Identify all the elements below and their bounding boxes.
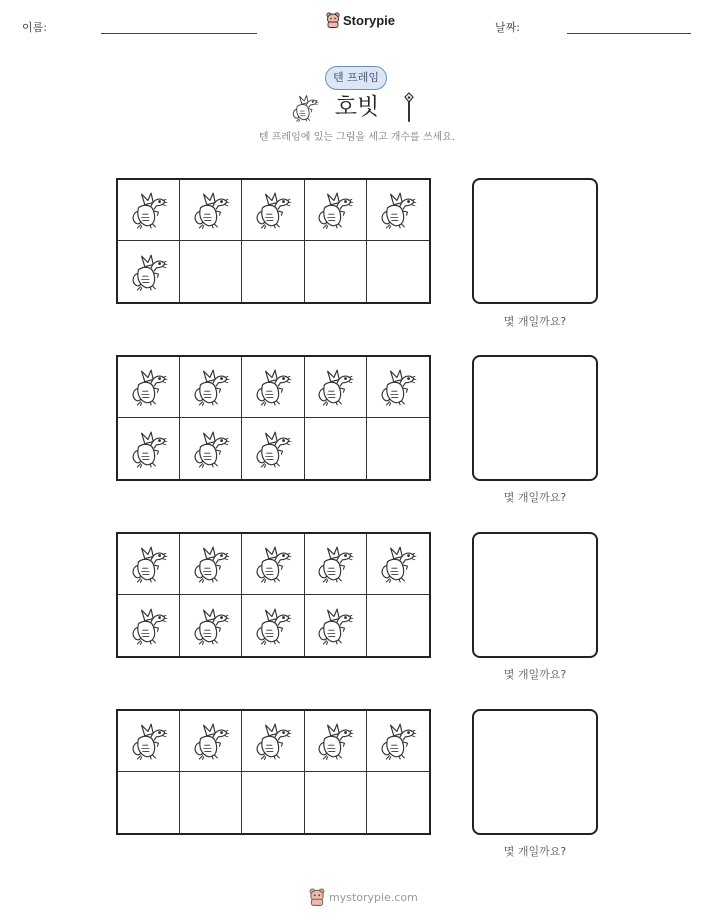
dragon-icon	[189, 607, 233, 645]
dragon-icon	[189, 191, 233, 229]
ten-frame-cell	[367, 180, 429, 241]
dragon-icon	[127, 545, 171, 583]
question-text-1: 몇 개일까요?	[503, 315, 567, 328]
answer-box-3[interactable]	[472, 532, 598, 658]
ten-frame-cell	[118, 772, 180, 833]
ten-frame-cell	[367, 241, 429, 302]
brand-name: Storypie	[343, 12, 396, 28]
name-label: 이름:	[22, 21, 47, 34]
ten-frame-cell	[180, 180, 242, 241]
ten-frame-cell	[118, 711, 180, 772]
name-field-line	[101, 33, 257, 34]
ten-frame-cell	[242, 711, 304, 772]
ten-frame-cell	[118, 534, 180, 595]
ten-frame-cell	[305, 595, 367, 656]
ten-frame-cell	[305, 180, 367, 241]
dragon-icon	[376, 368, 420, 406]
brand-logo	[326, 12, 395, 28]
ten-frame-cell	[242, 241, 304, 302]
ten-frame-cell	[118, 180, 180, 241]
dragon-icon	[251, 545, 295, 583]
ten-frame-cell	[180, 418, 242, 479]
ten-frame-cell	[367, 534, 429, 595]
ten-frame-cell	[305, 772, 367, 833]
footer	[309, 888, 418, 906]
ten-frame-cell	[242, 534, 304, 595]
ten-frame-cell	[118, 418, 180, 479]
ten-frame-cell	[242, 357, 304, 418]
question-text-4: 몇 개일까요?	[503, 845, 567, 858]
dragon-icon	[189, 722, 233, 760]
dragon-icon	[127, 368, 171, 406]
ten-frame-cell	[367, 595, 429, 656]
ten-frame-cell	[305, 241, 367, 302]
dragon-icon	[289, 94, 321, 122]
ten-frame-cell	[305, 534, 367, 595]
ten-frame-cell	[180, 534, 242, 595]
dragon-icon	[127, 253, 171, 291]
dragon-icon	[189, 368, 233, 406]
ten-frame-2	[116, 355, 431, 481]
dragon-icon	[313, 368, 357, 406]
ten-frame-cell	[367, 711, 429, 772]
question-text-3: 몇 개일까요?	[503, 668, 567, 681]
bear-mascot-icon	[309, 888, 325, 906]
dragon-icon	[313, 607, 357, 645]
answer-box-2[interactable]	[472, 355, 598, 481]
ten-frame-cell	[242, 180, 304, 241]
bear-mascot-icon	[326, 12, 340, 28]
dragon-icon	[251, 368, 295, 406]
worksheet-title: 호빗	[334, 94, 380, 120]
ten-frame-cell	[367, 418, 429, 479]
dragon-icon	[313, 722, 357, 760]
ten-frame-cell	[305, 357, 367, 418]
dragon-icon	[313, 191, 357, 229]
dragon-icon	[189, 430, 233, 468]
ten-frame-cell	[242, 595, 304, 656]
ten-frame-cell	[305, 418, 367, 479]
ten-frame-3	[116, 532, 431, 658]
dragon-icon	[313, 545, 357, 583]
ten-frame-cell	[118, 241, 180, 302]
ten-frame-cell	[180, 772, 242, 833]
date-label: 날짜:	[495, 21, 520, 34]
dragon-icon	[127, 191, 171, 229]
ten-frame-cell	[180, 595, 242, 656]
wizard-staff-icon	[402, 92, 416, 122]
ten-frame-cell	[242, 418, 304, 479]
footer-url: mystorypie.com	[329, 890, 418, 904]
dragon-icon	[189, 545, 233, 583]
ten-frame-cell	[180, 241, 242, 302]
ten-frame-cell	[180, 357, 242, 418]
instructions: 텐 프레임에 있는 그림을 세고 개수를 쓰세요.	[258, 132, 456, 143]
ten-frame-cell	[118, 357, 180, 418]
ten-frame-cell	[367, 772, 429, 833]
dragon-icon	[127, 430, 171, 468]
ten-frame-cell	[180, 711, 242, 772]
dragon-icon	[251, 607, 295, 645]
dragon-icon	[251, 722, 295, 760]
ten-frame-cell	[242, 772, 304, 833]
ten-frame-cell	[305, 711, 367, 772]
ten-frame-cell	[118, 595, 180, 656]
answer-box-4[interactable]	[472, 709, 598, 835]
dragon-icon	[127, 722, 171, 760]
ten-frame-cell	[367, 357, 429, 418]
dragon-icon	[376, 191, 420, 229]
dragon-icon	[376, 545, 420, 583]
date-field-line	[567, 33, 691, 34]
dragon-icon	[376, 722, 420, 760]
question-text-2: 몇 개일까요?	[503, 491, 567, 504]
topic-badge: 텐 프레임	[325, 66, 387, 90]
answer-box-1[interactable]	[472, 178, 598, 304]
ten-frame-1	[116, 178, 431, 304]
dragon-icon	[251, 430, 295, 468]
ten-frame-4	[116, 709, 431, 835]
dragon-icon	[127, 607, 171, 645]
dragon-icon	[251, 191, 295, 229]
